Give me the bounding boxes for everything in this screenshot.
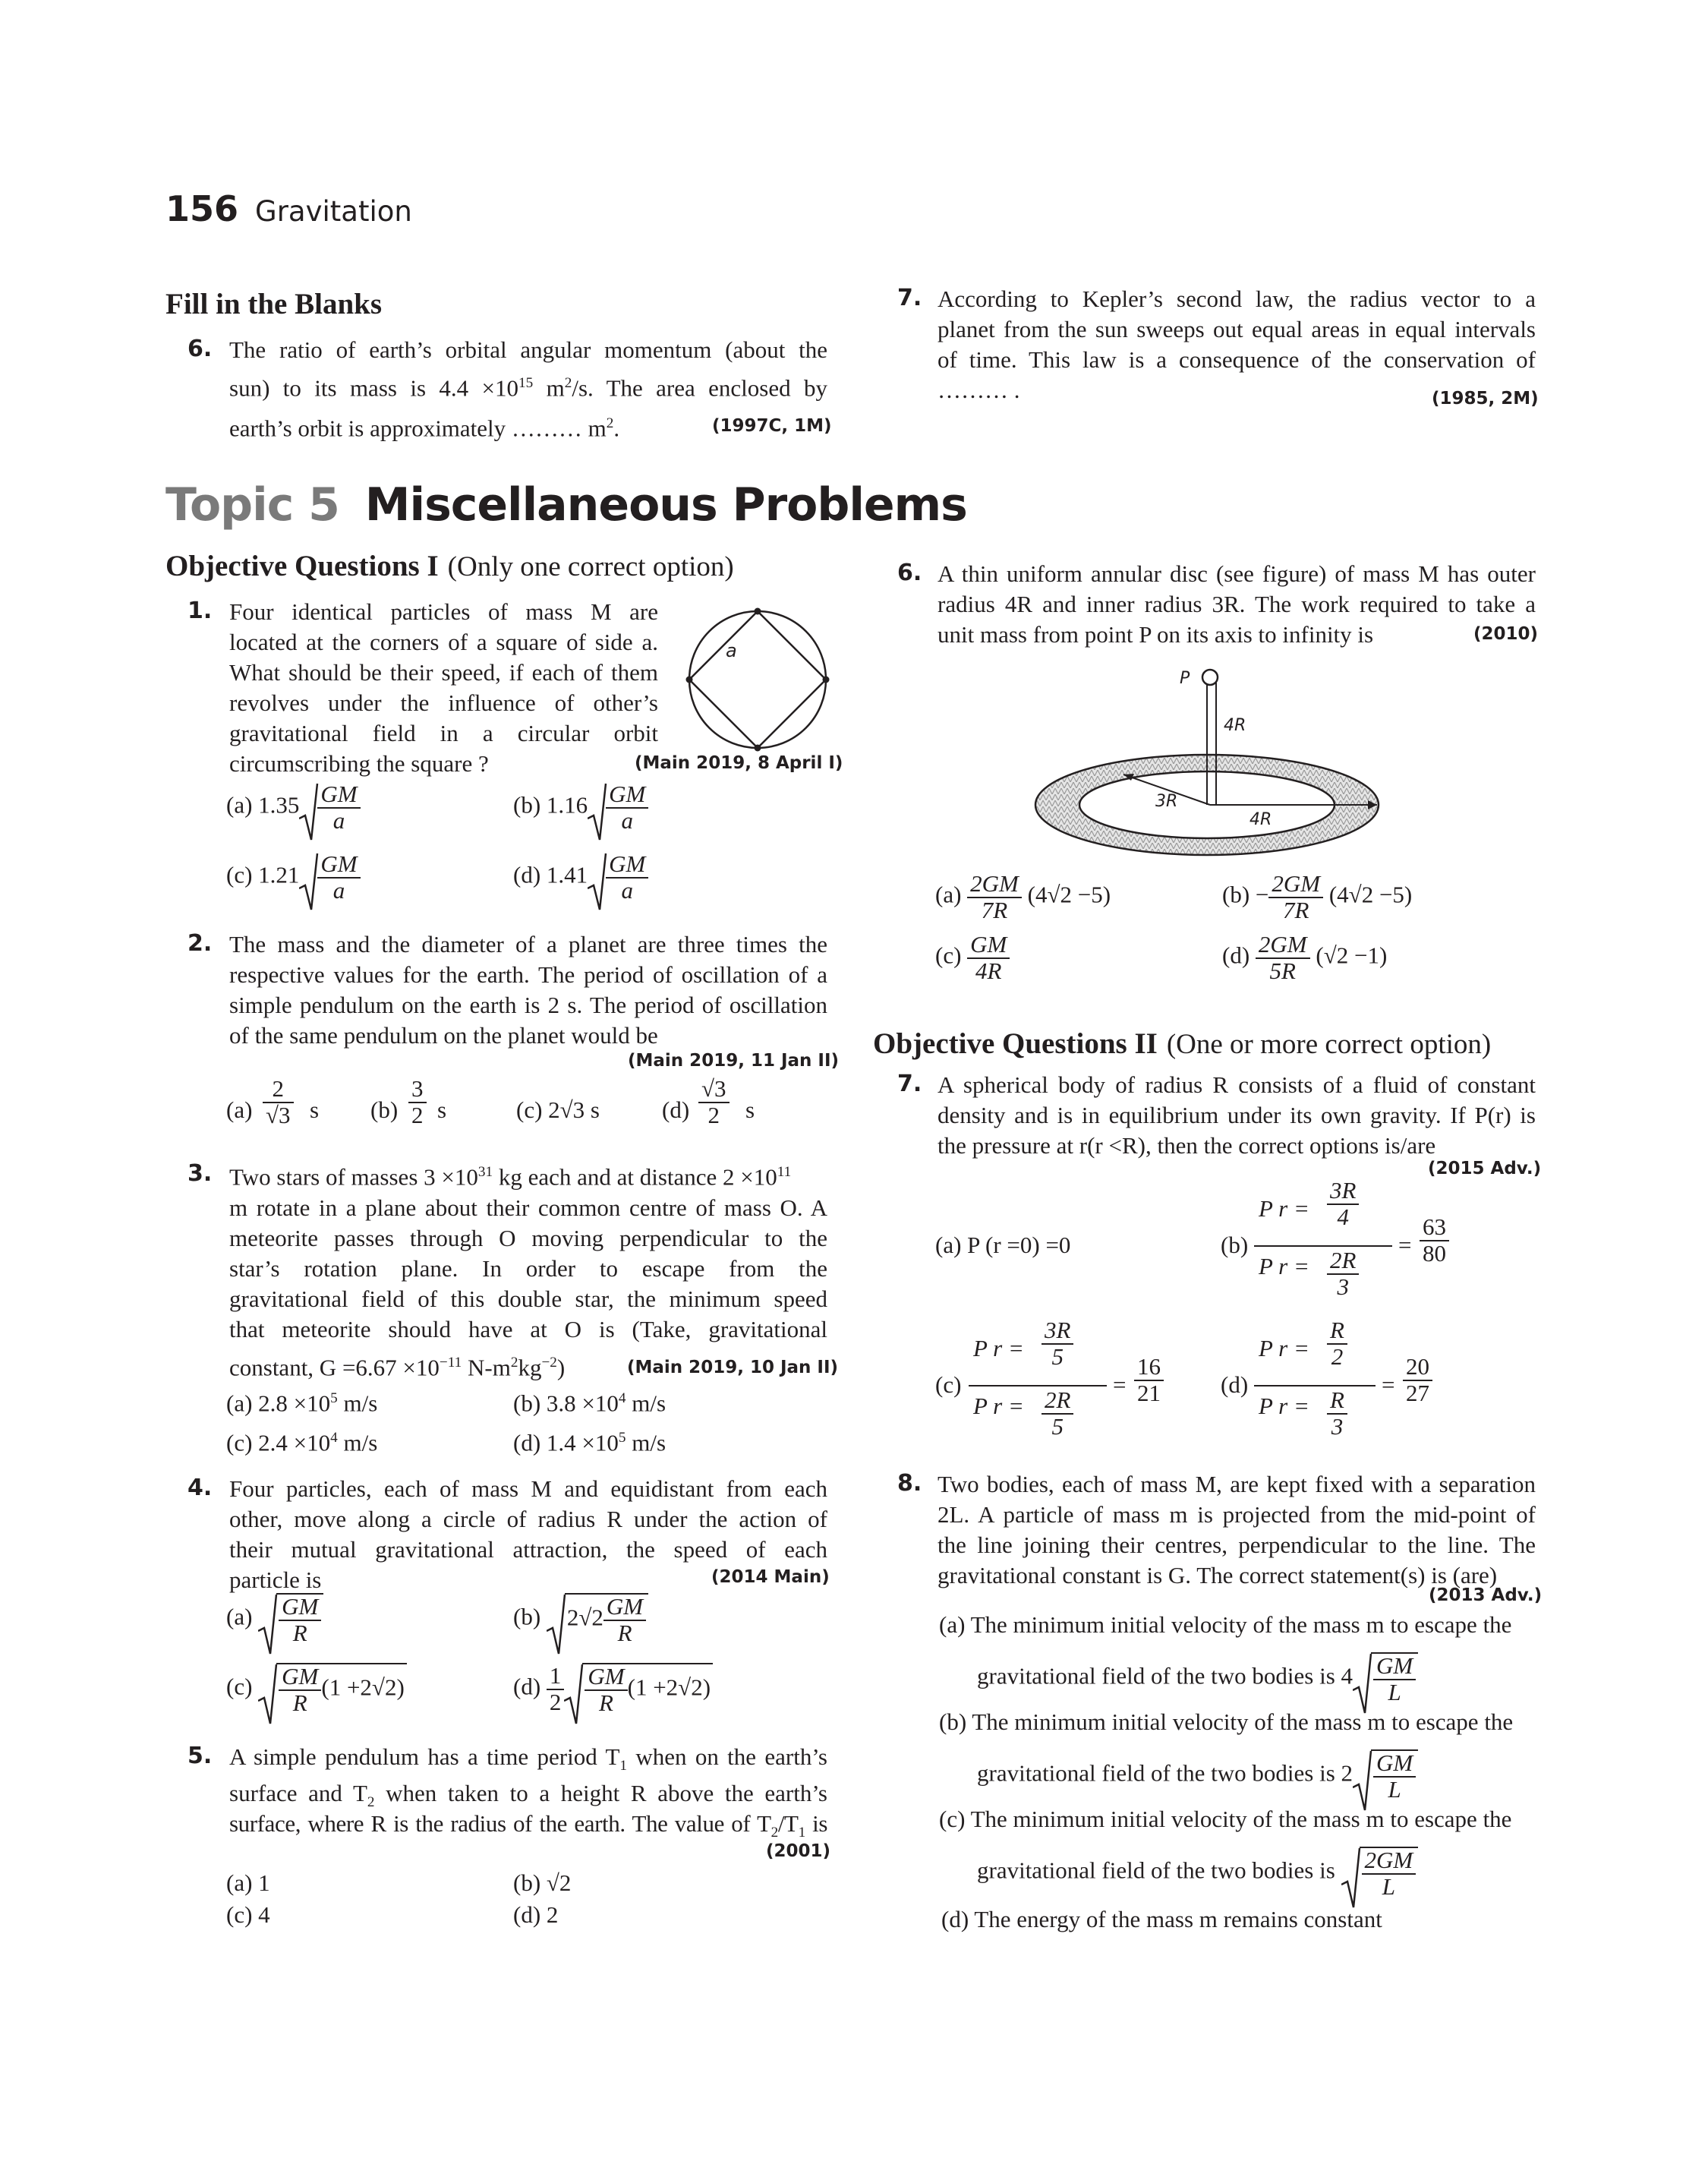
fb-q6-number: 6.: [188, 336, 213, 362]
q5-number: 5.: [188, 1743, 213, 1769]
topic-title: Miscellaneous Problems: [364, 478, 967, 532]
q4-text: Four particles, each of mass M and equidistant from each other, move along a circle of radius R under the action of their mutual gravitational attraction, the speed of each particle is: [229, 1475, 827, 1593]
q2-text: The mass and the diameter of a planet are three times the respective values for the earth. The period of oscillation of a simple pendulum on the earth is 2 s. The period of oscillation of the same pendulum on the planet would be: [229, 931, 827, 1049]
fill-blanks-heading: Fill in the Blanks: [165, 288, 382, 320]
q5-option-c: (c) 4: [226, 1901, 270, 1928]
q6-option-a: (a) $\frac{2GM}{7R}$ (4√2 −5): [935, 870, 1111, 923]
q3-text: m rotate in a plane about their common centre of mass O. A meteorite passes through O moving perpendicular to the star’s rotation plane. In order to escape from the gravitational field of this double star, the minimum speed that meteorite should have at O is (Take, gravitational: [229, 1194, 827, 1342]
q7-option-c: (c) P r = $\frac{3R}{5}$ P r = $\frac{2R}{5}$ = $\frac{16}{21}$: [935, 1318, 1224, 1455]
chapter-title: Gravitation: [255, 195, 412, 228]
q5-option-b: (b) √2: [513, 1869, 572, 1896]
q6-fig-4R-radius: 4R: [1249, 810, 1272, 829]
q6-text: A thin uniform annular disc (see figure) of mass M has outer radius 4R and inner radius 3R. The work required to take a unit mass from point P on its axis to infinity is: [938, 560, 1536, 648]
q6-fig-4R-axis: 4R: [1224, 716, 1246, 735]
q3-line7: constant, $G =6.67 \times 10^{-11}$ $N-m^2kg^{-2}$): [229, 1354, 566, 1381]
q4-option-c: (c) $\frac{GM}{R}$ (1 +2√2): [226, 1663, 407, 1715]
fb-q7-number: 7.: [897, 285, 922, 311]
topic-heading: [165, 478, 967, 532]
q6-option-c: (c) $\frac{GM}{4R}$: [935, 932, 1010, 983]
q4-tag: (2014 Main): [711, 1567, 830, 1587]
q6-tag: (2010): [1473, 624, 1539, 644]
q8-tag: (2013 Adv.): [1429, 1585, 1543, 1605]
q5-tag: (2001): [766, 1841, 831, 1861]
q1-tag: (Main 2019, 8 April I): [635, 753, 843, 773]
q7-option-d: (d) P r = $\frac{R}{2}$ P r = $\frac{R}{3}$ = $\frac{20}{27}$: [1221, 1318, 1539, 1455]
q5-line3: surface, where R is the radius of the earth. The value of $T_2/T_1$ is: [229, 1810, 827, 1841]
q7-text: A spherical body of radius R consists of a fluid of constant density and is in equilibrium under its own gravity. If P(r) is the pressure at r(r <R), then the correct options is/are: [938, 1071, 1536, 1159]
fb-q7-text: According to Kepler’s second law, the radius vector to a planet from the sun sweeps out equal areas in equal intervals of time. This law is a consequence of the conservation of ……… .: [938, 285, 1536, 403]
fb-q6-text: The ratio of earth’s orbital angular momentum (about the: [229, 336, 827, 363]
q5-line2: surface and $T_2$ when taken to a height R above the earth’s: [229, 1780, 827, 1811]
q8-text: Two bodies, each of mass M, are kept fixed with a separation 2L. A particle of mass m is projected from the mid-point of the line joining their centres, perpendicular to the line. The gravitational constant is G. The correct statement(s) is (are): [938, 1471, 1536, 1588]
q7-option-a: (a) P (r =0) =0: [935, 1232, 1071, 1258]
q1-fig-label: a: [726, 640, 737, 661]
q6-annular-disc-figure: [1010, 661, 1404, 858]
obj2-heading: Objective Questions II (One or more correct option): [873, 1027, 1492, 1060]
q2-options: (a) $\frac{2}{√3}$ s (b) $\frac{3}{2}$ s (c) 2√3 s (d) $\frac{√3}{2}$ s: [226, 1075, 755, 1128]
q6-number: 6.: [897, 560, 922, 586]
q1-square-figure: [682, 604, 834, 756]
q7-number: 7.: [897, 1071, 922, 1097]
q2-number: 2.: [188, 930, 213, 957]
q3-line1: Two stars of masses $3 \times 10^{31}$ kg each and at distance $2 \times 10^{11}$: [229, 1163, 792, 1191]
q1-option-a: (a) 1.35 $\frac{GM}{a}$: [226, 782, 361, 833]
q3-option-c: (c) $2.4 \times 10^4$ m/s: [226, 1429, 378, 1456]
q3-option-b: (b) $3.8 \times 10^4$ m/s: [513, 1390, 666, 1417]
q1-text: Four identical particles of mass M are located at the corners of a square of side a. What should be their speed, if each of them revolves under the influence of other’s gravitational field in a circular orbit circumscribing the square ?: [229, 598, 658, 777]
q8-option-a: (a) The minimum initial velocity of the mass m to escape the gravitational field of the two bodies is 4 $\frac{GM}{L}$: [939, 1610, 1539, 1705]
q8-option-d: (d) The energy of the mass m remains constant: [941, 1906, 1382, 1932]
q1-option-d: (d) 1.41 $\frac{GM}{a}$: [513, 852, 648, 903]
q4-number: 4.: [188, 1475, 213, 1501]
q1-option-b: (b) 1.16 $\frac{GM}{a}$: [513, 782, 648, 833]
topic-label: Topic 5: [165, 478, 339, 532]
q3-option-d: (d) $1.4 \times 10^5$ m/s: [513, 1429, 666, 1456]
q5-line1: A simple pendulum has a time period $T_1$ when on the earth’s: [229, 1743, 827, 1774]
q4-option-b: (b) 2√2 $\frac{GM}{R}$: [513, 1593, 648, 1645]
q7-option-b: (b) P r = $\frac{3R}{4}$ P r = $\frac{2R}{3}$ = $\frac{63}{80}$: [1221, 1178, 1539, 1315]
q8-number: 8.: [897, 1470, 922, 1497]
q6-fig-P: P: [1180, 669, 1190, 688]
q4-option-d: (d) $\frac{1}{2}$ $\frac{GM}{R}$ (1 +2√2): [513, 1663, 713, 1715]
page-header: [165, 188, 412, 229]
q2-tag: (Main 2019, 11 Jan II): [628, 1051, 840, 1071]
fb-q6-tag: (1997C, 1M): [712, 416, 832, 436]
page-number: 156: [165, 188, 239, 229]
q6-fig-3R: 3R: [1155, 792, 1178, 811]
q1-number: 1.: [188, 598, 213, 624]
q3-number: 3.: [188, 1160, 213, 1187]
q6-option-b: (b) − $\frac{2GM}{7R}$ (4√2 −5): [1222, 870, 1413, 923]
q6-option-d: (d) $\frac{2GM}{5R}$ (√2 −1): [1222, 931, 1388, 984]
obj1-heading: Objective Questions I (Only one correct option): [165, 550, 734, 582]
q1-option-c: (c) 1.21 $\frac{GM}{a}$: [226, 852, 361, 903]
fb-q7-tag: (1985, 2M): [1432, 389, 1539, 409]
q8-option-c: (c) The minimum initial velocity of the mass m to escape the gravitational field of the two bodies is $\frac{2GM}{L}$: [939, 1804, 1539, 1899]
q4-option-a: (a) $\frac{GM}{R}$: [226, 1593, 323, 1645]
q5-option-d: (d) 2: [513, 1901, 559, 1928]
q3-tag: (Main 2019, 10 Jan II): [627, 1358, 839, 1377]
q7-tag: (2015 Adv.): [1428, 1159, 1542, 1178]
q3-option-a: (a) $2.8 \times 10^5$ m/s: [226, 1390, 378, 1417]
q5-option-a: (a) 1: [226, 1869, 270, 1896]
q8-option-b: (b) The minimum initial velocity of the mass m to escape the gravitational field of the two bodies is 2 $\frac{GM}{L}$: [939, 1707, 1539, 1802]
